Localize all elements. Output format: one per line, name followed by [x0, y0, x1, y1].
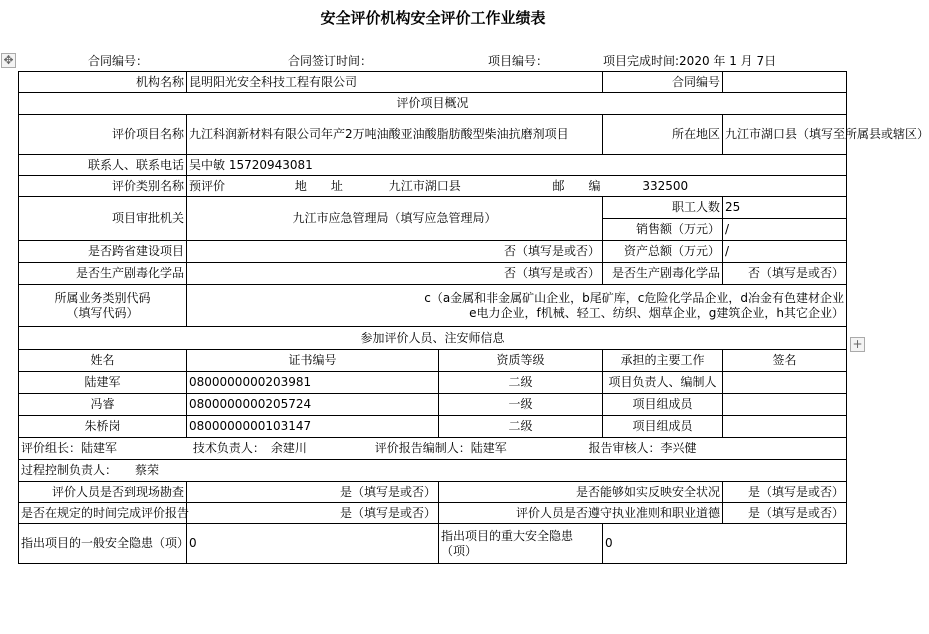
report-writer: 评价报告编制人：陆建军 — [374, 441, 507, 455]
person-level: 二级 — [439, 372, 603, 394]
person-cert: 0800000000203981 — [187, 372, 439, 394]
address-value: 九江市湖口县 — [388, 178, 461, 193]
project-name-value: 九江科润新材料有限公司年产2万吨油酸亚油酸脂肪酸型柴油抗磨剂项目 — [187, 115, 603, 155]
person-role: 项目组成员 — [603, 416, 723, 438]
category-label: 评价类别名称 — [19, 176, 187, 197]
move-handle-icon[interactable]: ✥ — [1, 53, 16, 68]
person-level: 一级 — [439, 394, 603, 416]
q1-label: 评价人员是否到现场勘查 — [19, 482, 187, 503]
project-no-meta: 项目编号： — [488, 54, 549, 68]
major-hazard-value: 0 — [603, 524, 847, 564]
overview-heading: 评价项目概况 — [19, 93, 847, 115]
postcode-value: 332500 — [642, 178, 689, 193]
assets-label: 资产总额（万元） — [603, 241, 723, 263]
org-name-value: 昆明阳光安全科技工程有限公司 — [187, 72, 603, 93]
performance-form — [18, 71, 929, 564]
business-code-line2: e电力企业，f机械、轻工、纺织、烟草企业，g建筑企业，h其它企业） — [469, 305, 845, 320]
col-header-role: 承担的主要工作 — [603, 350, 723, 372]
category-row — [187, 176, 847, 197]
contract-no-meta: 合同编号： — [88, 54, 149, 68]
table-row — [19, 372, 847, 394]
sales-value: / — [723, 219, 847, 241]
table-row — [19, 394, 847, 416]
group-leader: 评价组长：陆建军 — [21, 441, 118, 455]
project-region-value: 九江市湖口县（填写至所属县或辖区） — [723, 115, 847, 155]
person-name: 冯睿 — [19, 394, 187, 416]
tech-lead: 技术负责人： 余建川 — [192, 441, 307, 455]
cross-province-value: 否（填写是或否） — [187, 241, 603, 263]
personnel-heading: 参加评价人员、注安师信息 — [19, 327, 847, 350]
org-contract-no-value — [723, 72, 847, 93]
person-name: 陆建军 — [19, 372, 187, 394]
contact-value: 吴中敏 15720943081 — [187, 155, 847, 176]
business-code-label-line2: （填写代码） — [66, 305, 139, 320]
org-name-label: 机构名称 — [19, 72, 187, 93]
col-header-name: 姓名 — [19, 350, 187, 372]
q2-label: 是否能够如实反映安全状况 — [439, 482, 723, 503]
business-code-label — [19, 285, 187, 327]
person-name: 朱桥岗 — [19, 416, 187, 438]
employees-value: 25 — [723, 197, 847, 219]
employees-label: 职工人数 — [603, 197, 723, 219]
general-hazard-value: 0 — [187, 524, 439, 564]
approval-label: 项目审批机关 — [19, 197, 187, 241]
q3-label: 是否在规定的时间完成评价报告 — [19, 503, 187, 524]
category-value: 预评价 — [189, 178, 226, 193]
col-header-level: 资质等级 — [439, 350, 603, 372]
cross-province-label: 是否跨省建设项目 — [19, 241, 187, 263]
approval-value: 九江市应急管理局（填写应急管理局） — [187, 197, 603, 241]
person-cert: 0800000000205724 — [187, 394, 439, 416]
table-row — [19, 416, 847, 438]
page-title: 安全评价机构安全评价工作业绩表 — [320, 9, 546, 27]
toxic-label: 是否生产剧毒化学品 — [19, 263, 187, 285]
person-cert: 0800000000103147 — [187, 416, 439, 438]
general-hazard-label: 指出项目的一般安全隐患（项） — [19, 524, 187, 564]
sales-label: 销售额（万元） — [603, 219, 723, 241]
toxic-value-2: 否（填写是或否） — [723, 263, 847, 285]
completion-time-meta: 项目完成时间:2020 年 1 月 7日 — [603, 54, 777, 68]
person-role: 项目负责人、编制人 — [603, 372, 723, 394]
major-hazard-label: 指出项目的重大安全隐患（项） — [439, 524, 603, 564]
q3-value: 是（填写是或否） — [187, 503, 439, 524]
expand-handle-icon[interactable]: + — [850, 337, 865, 352]
person-role: 项目组成员 — [603, 394, 723, 416]
business-code-value — [187, 285, 847, 327]
process-control: 过程控制负责人： 蔡荣 — [19, 460, 847, 482]
q1-value: 是（填写是或否） — [187, 482, 439, 503]
q4-label: 评价人员是否遵守执业准则和职业道德 — [439, 503, 723, 524]
leaders-row — [19, 438, 847, 460]
person-sign — [723, 394, 847, 416]
project-region-label: 所在地区 — [603, 115, 723, 155]
contract-sign-time-meta: 合同签订时间： — [288, 54, 373, 68]
postcode-label: 邮 编 — [552, 178, 601, 193]
q4-value: 是（填写是或否） — [723, 503, 847, 524]
person-level: 二级 — [439, 416, 603, 438]
toxic-label-2: 是否生产剧毒化学品 — [603, 263, 723, 285]
address-label: 地 址 — [294, 178, 343, 193]
assets-value: / — [723, 241, 847, 263]
col-header-sign: 签名 — [723, 350, 847, 372]
person-sign — [723, 416, 847, 438]
col-header-cert: 证书编号 — [187, 350, 439, 372]
business-code-label-line1: 所属业务类别代码 — [54, 290, 151, 305]
person-sign — [723, 372, 847, 394]
q2-value: 是（填写是或否） — [723, 482, 847, 503]
org-contract-no-label: 合同编号 — [603, 72, 723, 93]
project-name-label: 评价项目名称 — [19, 115, 187, 155]
business-code-line1: c（a金属和非金属矿山企业，b尾矿库，c危险化学品企业，d冶金有色建材企业 — [424, 290, 845, 305]
contact-label: 联系人、联系电话 — [19, 155, 187, 176]
toxic-value: 否（填写是或否） — [187, 263, 603, 285]
report-reviewer: 报告审核人：李兴健 — [588, 441, 697, 455]
